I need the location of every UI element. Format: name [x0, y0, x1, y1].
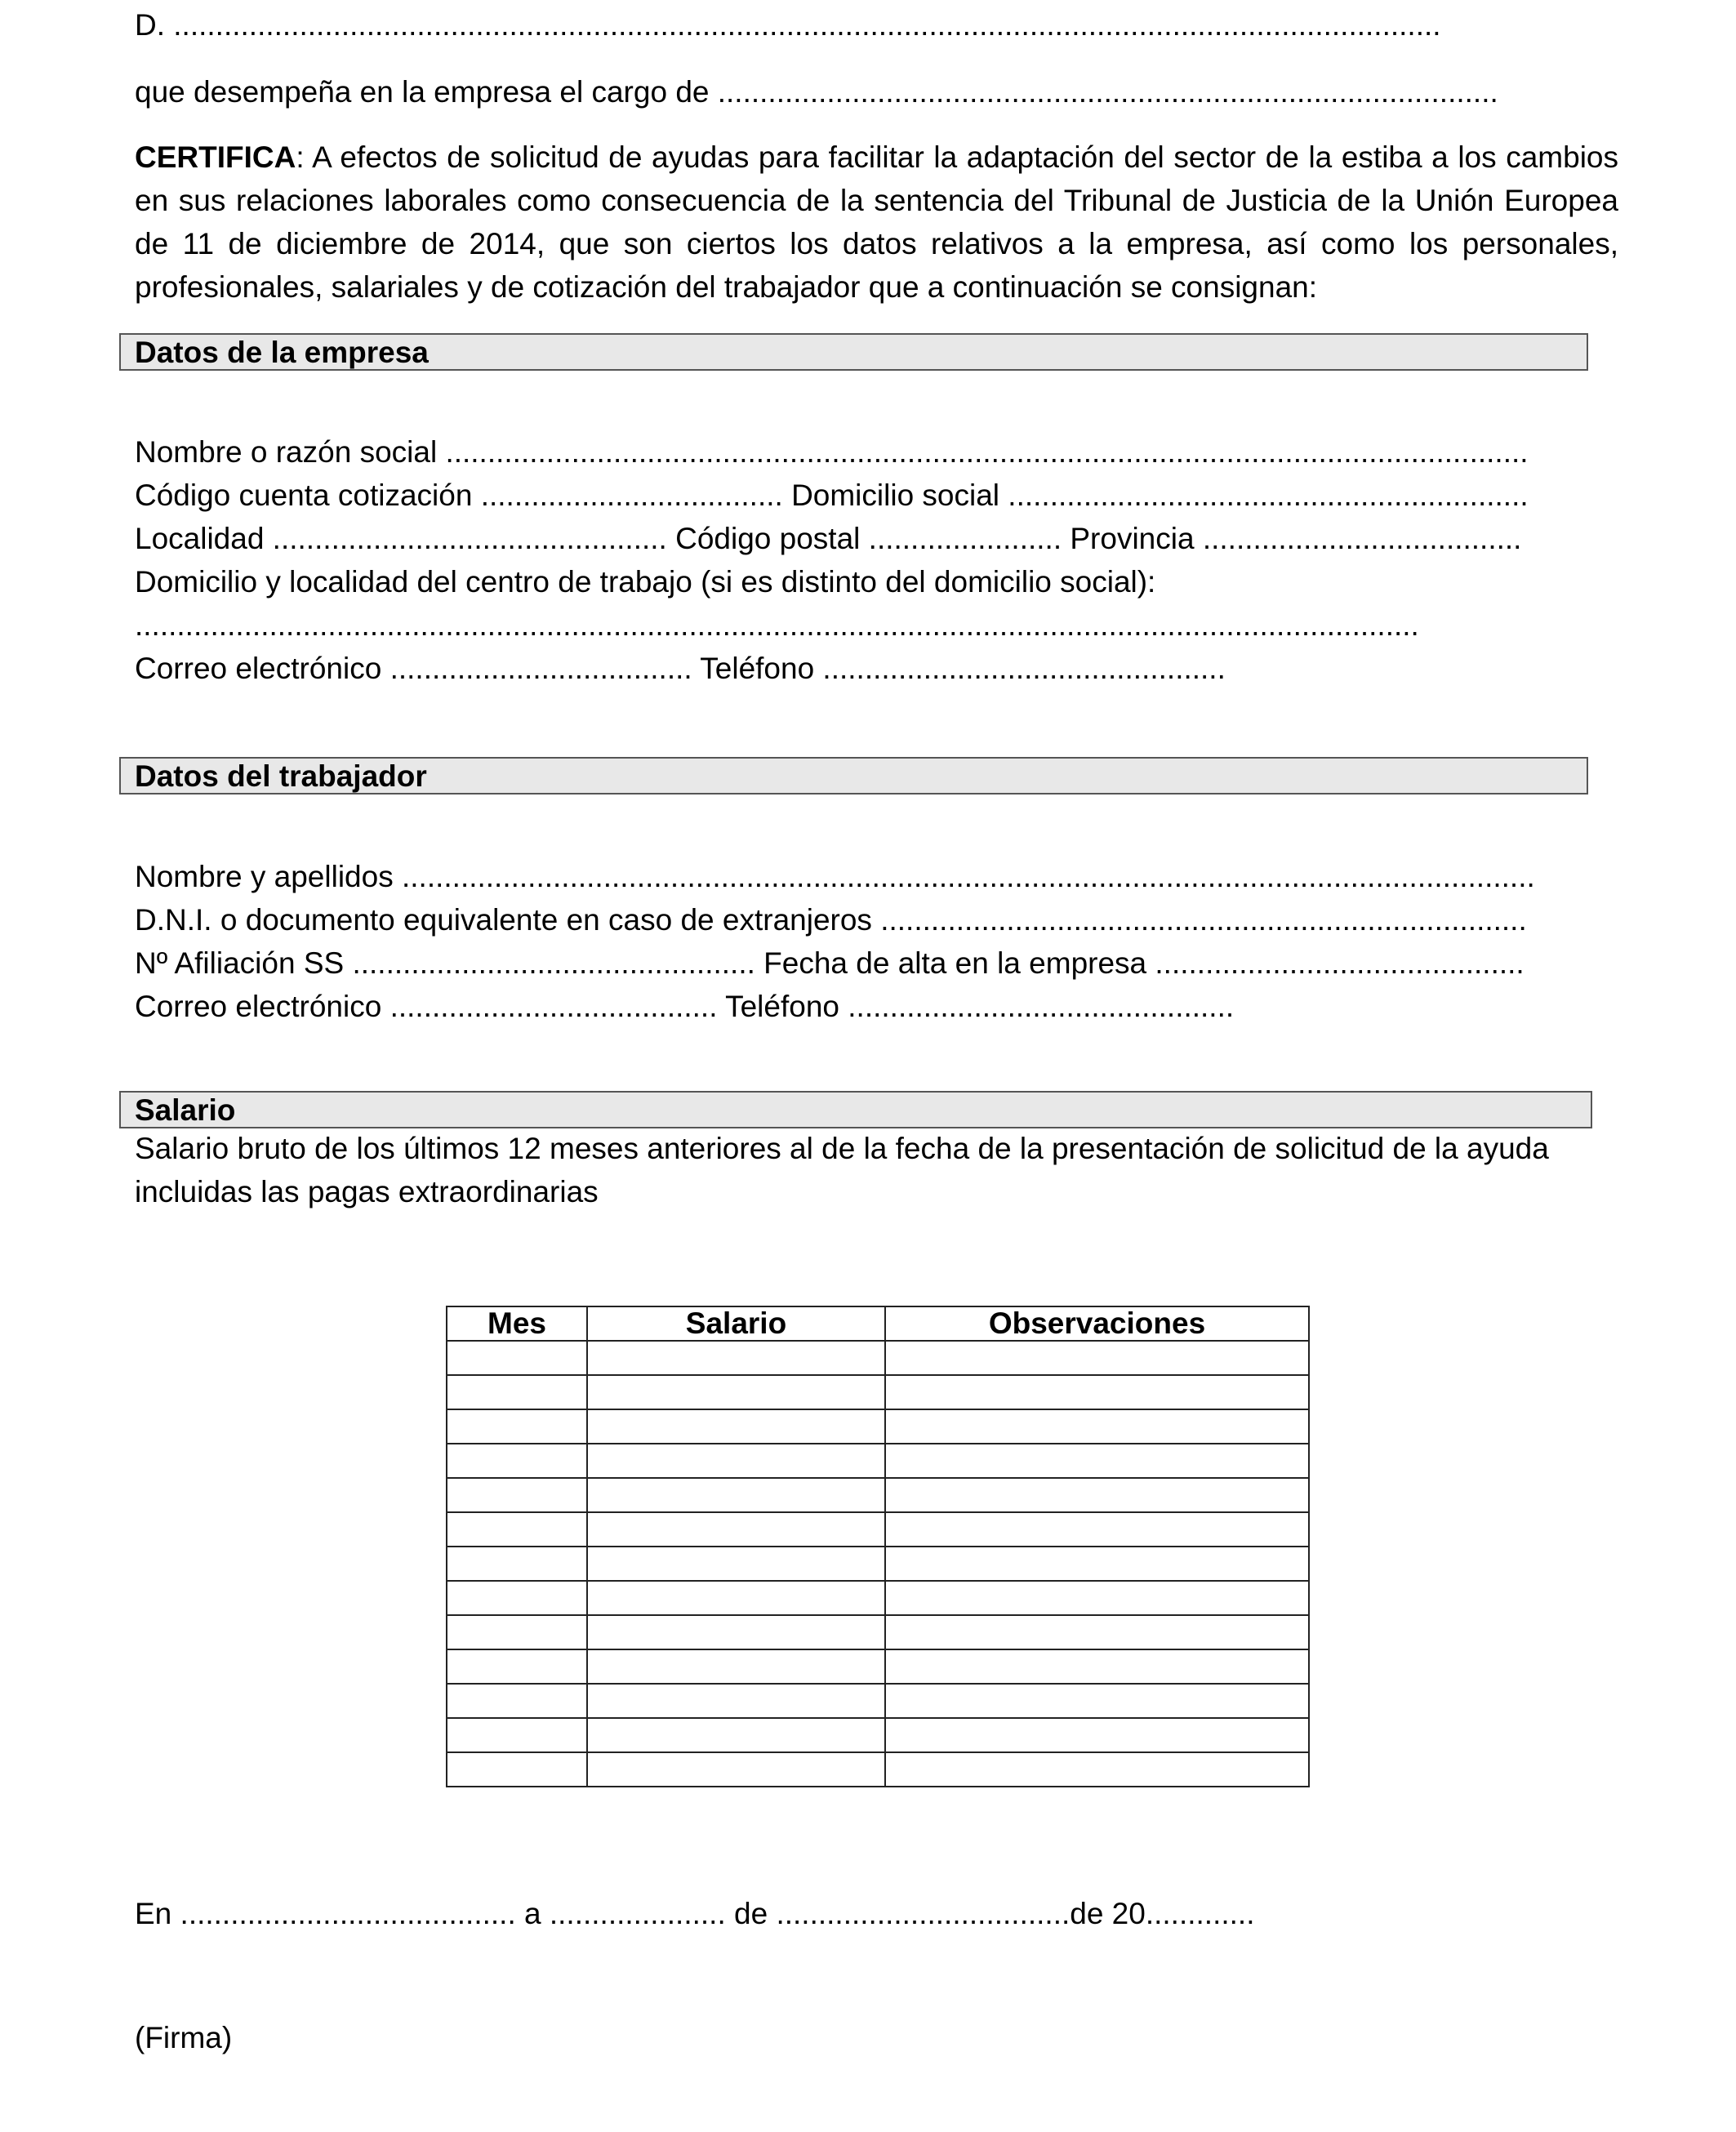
observaciones-cell[interactable] — [885, 1649, 1309, 1684]
signature-label: (Firma) — [135, 2021, 233, 2054]
nombre-apellidos-line: Nombre y apellidos ....................................................................................................................................... — [135, 860, 1535, 893]
table-row — [447, 1341, 1309, 1375]
table-row — [447, 1512, 1309, 1547]
observaciones-cell[interactable] — [885, 1444, 1309, 1478]
section-datos-empresa: Datos de la empresa — [119, 333, 1588, 371]
mes-cell[interactable] — [447, 1684, 587, 1718]
salario-cell[interactable] — [587, 1615, 885, 1649]
table-row — [447, 1649, 1309, 1684]
salario-cell[interactable] — [587, 1718, 885, 1752]
salario-cell[interactable] — [587, 1581, 885, 1615]
mes-cell[interactable] — [447, 1409, 587, 1444]
mes-cell[interactable] — [447, 1547, 587, 1581]
salario-cell[interactable] — [587, 1444, 885, 1478]
salario-cell[interactable] — [587, 1341, 885, 1375]
dni-line: D.N.I. o documento equivalente en caso de extranjeros ............................................................................. — [135, 903, 1527, 937]
column-header-observaciones: Observaciones — [885, 1306, 1309, 1341]
mes-cell[interactable] — [447, 1718, 587, 1752]
observaciones-cell[interactable] — [885, 1752, 1309, 1787]
table-row — [447, 1615, 1309, 1649]
column-header-mes: Mes — [447, 1306, 587, 1341]
salario-cell[interactable] — [587, 1649, 885, 1684]
observaciones-cell[interactable] — [885, 1615, 1309, 1649]
table-row — [447, 1409, 1309, 1444]
codigo-cuenta-line: Código cuenta cotización .................................... Domicilio social .............................................................. — [135, 478, 1529, 512]
salario-cell[interactable] — [587, 1512, 885, 1547]
salario-description-1: Salario bruto de los últimos 12 meses anteriores al de la fecha de la presentación de solicitud de la ayuda — [135, 1132, 1549, 1165]
mes-cell[interactable] — [447, 1444, 587, 1478]
column-header-salario: Salario — [587, 1306, 885, 1341]
mes-cell[interactable] — [447, 1512, 587, 1547]
observaciones-cell[interactable] — [885, 1478, 1309, 1512]
certifica-text: : A efectos de solicitud de ayudas para facilitar la adaptación del sector de la estiba a los cambios en sus relaciones laborales como consecuencia de la sentencia del Tribunal de Justicia de la Unión Europea de 11 de diciembre de 2014, que son ciertos los datos relativos a la empresa, así como los personales, profesionales, salariales y de cotización del trabajador que a continuación se consignan: — [135, 140, 1618, 304]
table-row — [447, 1752, 1309, 1787]
mes-cell[interactable] — [447, 1478, 587, 1512]
observaciones-cell[interactable] — [885, 1718, 1309, 1752]
section-salario: Salario — [119, 1091, 1592, 1128]
table-row — [447, 1684, 1309, 1718]
salario-cell[interactable] — [587, 1478, 885, 1512]
mes-cell[interactable] — [447, 1581, 587, 1615]
cargo-line: que desempeña en la empresa el cargo de ............................................................................................. — [135, 75, 1498, 109]
mes-cell[interactable] — [447, 1649, 587, 1684]
salary-table-header-row — [447, 1306, 1309, 1341]
d-line: D. ....................................................................................................................................................... — [135, 8, 1441, 42]
mes-cell[interactable] — [447, 1375, 587, 1409]
salario-cell[interactable] — [587, 1409, 885, 1444]
certifica-paragraph — [135, 136, 1618, 309]
salario-cell[interactable] — [587, 1547, 885, 1581]
observaciones-cell[interactable] — [885, 1409, 1309, 1444]
localidad-line: Localidad ............................................... Código postal ....................... Provincia ...................................... — [135, 522, 1522, 555]
observaciones-cell[interactable] — [885, 1512, 1309, 1547]
observaciones-cell[interactable] — [885, 1684, 1309, 1718]
centro-trabajo-fill-line: ......................................................................................................................................................... — [135, 608, 1419, 642]
certifica-label: CERTIFICA — [135, 140, 296, 174]
afiliacion-line: Nº Afiliación SS ................................................ Fecha de alta en la empresa ............................................ — [135, 946, 1525, 980]
observaciones-cell[interactable] — [885, 1375, 1309, 1409]
centro-trabajo-line: Domicilio y localidad del centro de trabajo (si es distinto del domicilio social): — [135, 565, 1156, 599]
section-datos-trabajador: Datos del trabajador — [119, 757, 1588, 794]
salario-cell[interactable] — [587, 1375, 885, 1409]
empresa-contacto-line: Correo electrónico .................................... Teléfono ................................................ — [135, 652, 1226, 685]
trabajador-contacto-line: Correo electrónico ....................................... Teléfono .............................................. — [135, 990, 1235, 1023]
observaciones-cell[interactable] — [885, 1547, 1309, 1581]
table-row — [447, 1547, 1309, 1581]
table-row — [447, 1581, 1309, 1615]
razon-social-line: Nombre o razón social ................................................................................................................................. — [135, 435, 1529, 469]
table-row — [447, 1444, 1309, 1478]
table-row — [447, 1478, 1309, 1512]
salario-cell[interactable] — [587, 1684, 885, 1718]
table-row — [447, 1375, 1309, 1409]
mes-cell[interactable] — [447, 1341, 587, 1375]
salary-table — [446, 1306, 1310, 1787]
date-place-line: En ........................................ a ..................... de ...................................de 20............. — [135, 1897, 1255, 1930]
salario-cell[interactable] — [587, 1752, 885, 1787]
mes-cell[interactable] — [447, 1615, 587, 1649]
salario-description-2: incluidas las pagas extraordinarias — [135, 1175, 599, 1208]
mes-cell[interactable] — [447, 1752, 587, 1787]
table-row — [447, 1718, 1309, 1752]
observaciones-cell[interactable] — [885, 1581, 1309, 1615]
observaciones-cell[interactable] — [885, 1341, 1309, 1375]
salary-table-body — [447, 1341, 1309, 1787]
